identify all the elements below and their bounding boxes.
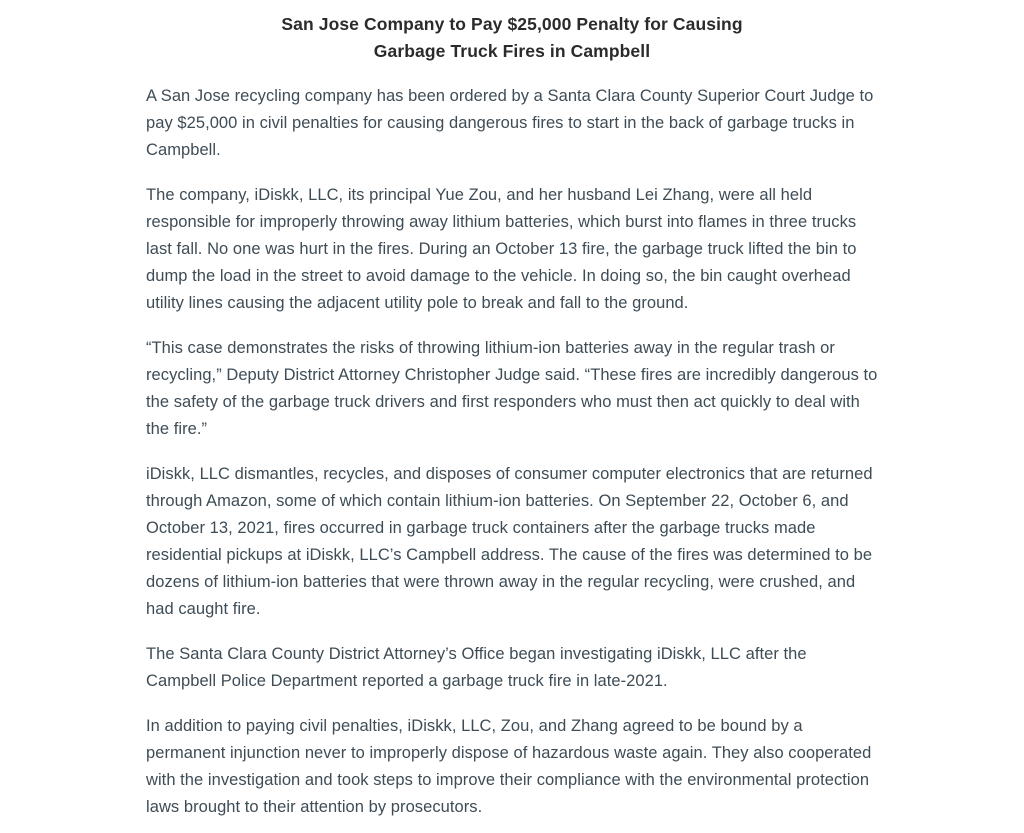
document-title-line-1: San Jose Company to Pay $25,000 Penalty for Causing <box>281 14 743 34</box>
paragraph-intro: A San Jose recycling company has been ordered by a Santa Clara County Superior Court Judge to pay $25,000 in civil penalties for causing dangerous fires to start in the back of garbage trucks in Campbell. <box>146 87 874 159</box>
paragraph-injunction: In addition to paying civil penalties, iDiskk, LLC, Zou, and Zhang agreed to be bound by a permanent injunction never to improperly dispose of hazardous waste again. They also cooperated with the investigation and took steps to improve their compliance with the environmental protection laws brought to their attention by prosecutors. <box>146 717 872 816</box>
paragraph-attorney-quote: “This case demonstrates the risks of throwing lithium-ion batteries away in the regular trash or recycling,” Deputy District Attorney Christopher Judge said. “These fires are incredibly dangerous to the safety of the garbage truck drivers and first responders who must then act quickly to deal with the fire.” <box>146 339 878 438</box>
document-title <box>146 11 878 65</box>
document-title-line-2: Garbage Truck Fires in Campbell <box>373 41 651 61</box>
paragraph-investigation: The Santa Clara County District Attorney’s Office began investigating iDiskk, LLC after the Campbell Police Department reported a garbage truck fire in late-2021. <box>146 645 807 690</box>
paragraph-fire-cause-details: iDiskk, LLC dismantles, recycles, and disposes of consumer computer electronics that are returned through Amazon, some of which contain lithium-ion batteries. On September 22, October 6, and October 13, 2021, fires occurred in garbage truck containers after the garbage trucks made residential pickups at iDiskk, LLC’s Campbell address. The cause of the fires was determined to be dozens of lithium-ion batteries that were thrown away in the regular recycling, were crushed, and had caught fire. <box>146 465 873 618</box>
paragraph-company-responsibility: The company, iDiskk, LLC, its principal Yue Zou, and her husband Lei Zhang, were all held responsible for improperly throwing away lithium batteries, which burst into flames in three trucks last fall. No one was hurt in the fires. During an October 13 fire, the garbage truck lifted the bin to dump the load in the street to avoid damage to the vehicle. In doing so, the bin caught overhead utility lines causing the adjacent utility pole to break and fall to the ground. <box>146 186 857 312</box>
press-release-document <box>146 0 878 821</box>
